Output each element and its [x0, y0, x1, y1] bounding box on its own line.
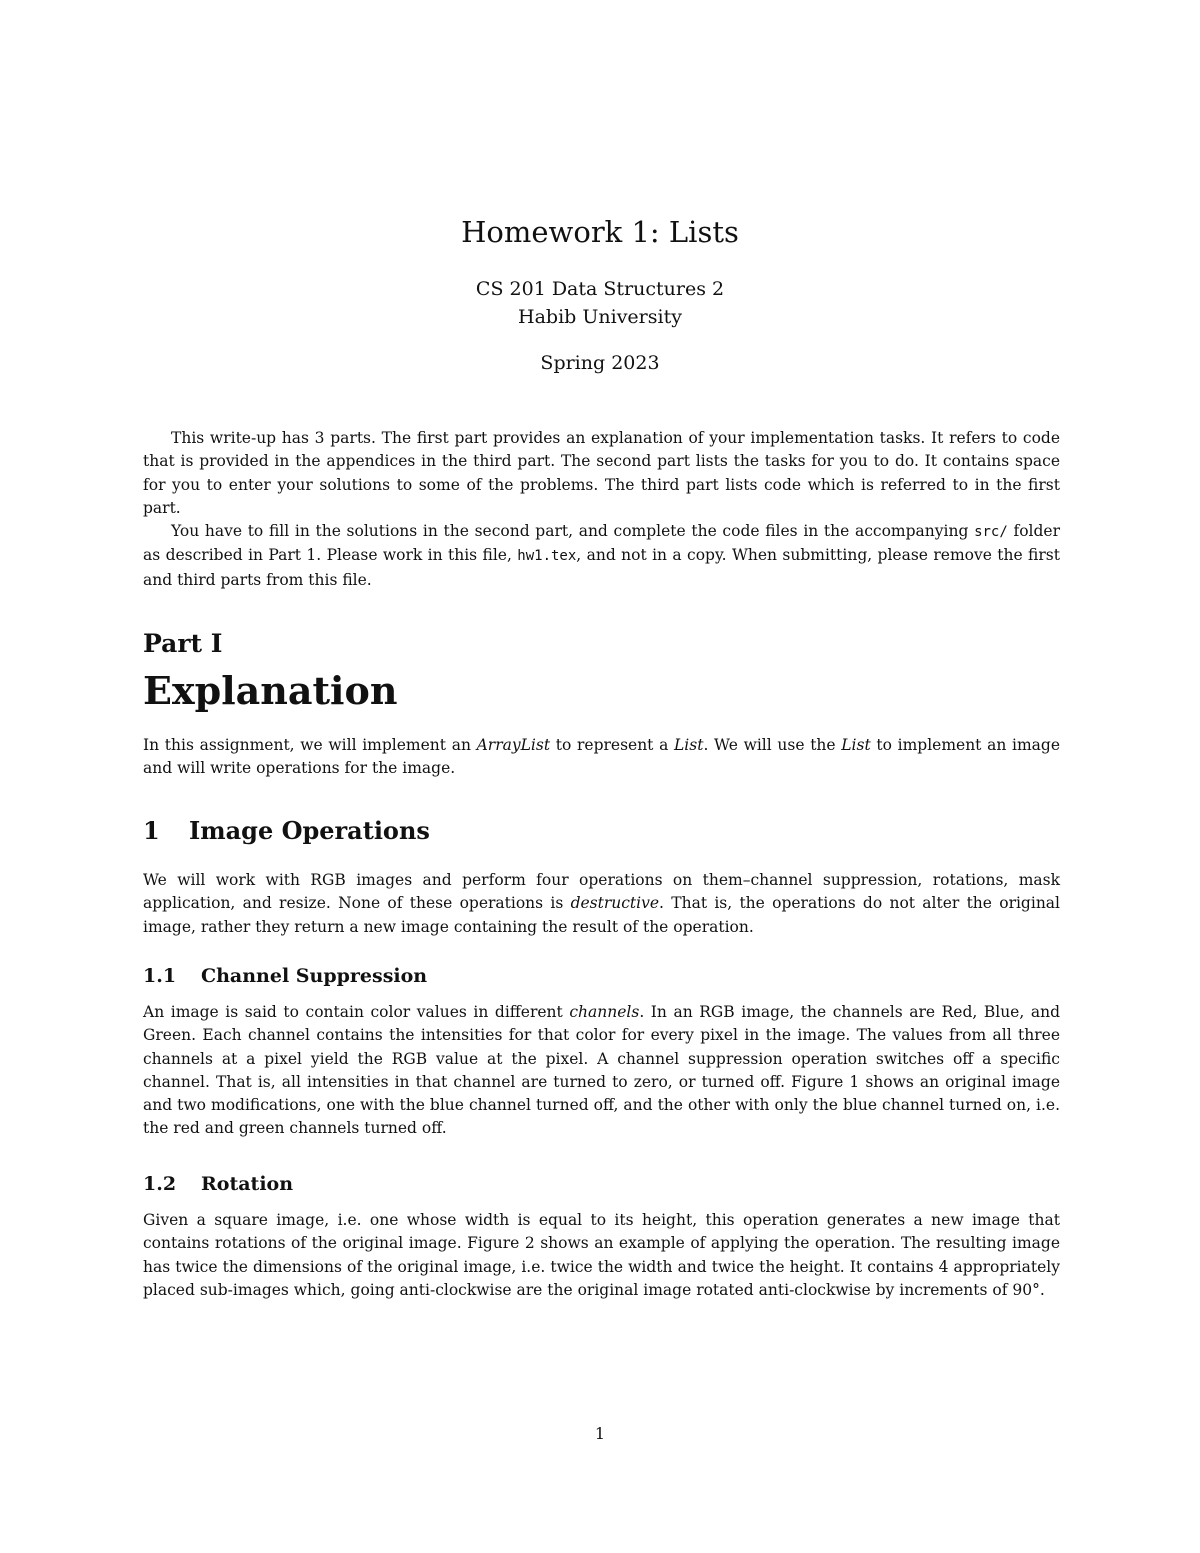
subsection-1-1-heading	[143, 963, 1060, 989]
explanation-text-d: to implement an image and will write operations for the image.	[143, 736, 1060, 778]
part-heading	[143, 628, 1060, 714]
intro-p2-text-a: You have to fill in the solutions in the second part, and complete the code files in the accompanying	[171, 522, 975, 541]
subsection-1-1	[143, 963, 1060, 1141]
explanation-text-b: to represent a	[550, 736, 675, 754]
subsection-1-1-paragraph	[143, 1001, 1060, 1141]
subsection-1-2-paragraph: Given a square image, i.e. one whose width is equal to its height, this operation generates a new image that contains rotations of the original image. Figure 2 shows an example of applying the operation. The resulting image has twice the dimensions of the original image, i.e. twice the width and twice the height. It contains 4 appropriately placed sub-images which, going anti-clockwise are the original image rotated anti-clockwise by increments of 90°.	[143, 1211, 1060, 1299]
explanation-paragraph	[143, 734, 1060, 781]
document-title: Homework 1: Lists	[461, 215, 739, 249]
section-1-text-a: We will work with RGB images and perform four operations on them–channel suppression, rotations, mask application, and resize. None of these operations is	[143, 871, 1060, 913]
intro-paragraph-2	[143, 520, 1060, 592]
subsection-1-2-number: 1.2	[143, 1173, 177, 1195]
destructive-term: destructive	[570, 894, 660, 913]
explanation-text-a: In this assignment, we will implement an	[143, 736, 477, 754]
subsection-1-2-heading	[143, 1171, 1060, 1197]
subsection-1-2	[143, 1171, 1060, 1302]
subsection-1-1-text-b: . In an RGB image, the channels are Red, Blue, and Green. Each channel contains the intensities for that color for every pixel in the image. The values from all three channels at a pixel yield the RGB value at the pixel. A channel suppression operation switches off a specific channel. That is, all intensities in that channel are turned to zero, or turned off. Figure 1 shows an original image and two modifications, one with the blue channel turned off, and the other with only the blue channel turned on, i.e. the red and green channels turned off.	[143, 1003, 1060, 1138]
arraylist-term: ArrayList	[476, 736, 551, 754]
section-1-number: 1	[143, 816, 160, 845]
list-term: List	[674, 736, 704, 754]
intro-p2-text-c: , and not in a copy. When submitting, please remove the first and third parts from this file.	[143, 546, 1060, 589]
intro-p2-text-b: folder as described in Part 1. Please work in this file,	[143, 522, 1060, 565]
explanation-section	[143, 734, 1060, 781]
university-name: Habib University	[518, 306, 682, 328]
section-1	[143, 815, 1060, 939]
subsection-1-1-title: Channel Suppression	[201, 965, 428, 987]
intro-section	[143, 427, 1060, 592]
section-1-title: Image Operations	[189, 816, 430, 845]
part-label: Part I	[143, 629, 223, 658]
course-name: CS 201 Data Structures 2	[475, 278, 725, 300]
list-term-2: List	[841, 736, 871, 754]
section-1-heading	[143, 815, 1060, 847]
term-date: Spring 2023	[540, 352, 660, 374]
section-1-text-b: . That is, the operations do not alter the original image, rather they return a new image containing the result of the operation.	[143, 894, 1060, 936]
subsection-1-1-text-a: An image is said to contain color values in different	[143, 1003, 570, 1021]
explanation-text-c: . We will use the	[703, 736, 842, 754]
subsection-1-1-number: 1.1	[143, 965, 177, 987]
part-title: Explanation	[143, 668, 398, 713]
channels-term: channels	[569, 1003, 640, 1021]
hw1-file-code: hw1.tex	[517, 548, 577, 565]
section-1-paragraph	[143, 869, 1060, 939]
intro-paragraph-1: This write-up has 3 parts. The first part provides an explanation of your implementation tasks. It refers to code that is provided in the appendices in the third part. The second part lists the tasks for you to do. It contains space for you to enter your solutions to some of the problems. The third part lists code which is referred to in the first part.	[143, 429, 1060, 517]
subsection-1-2-title: Rotation	[201, 1173, 294, 1195]
page-number: 1	[594, 1424, 606, 1443]
src-folder-code: src/	[974, 524, 1008, 541]
title-block	[0, 212, 1200, 377]
